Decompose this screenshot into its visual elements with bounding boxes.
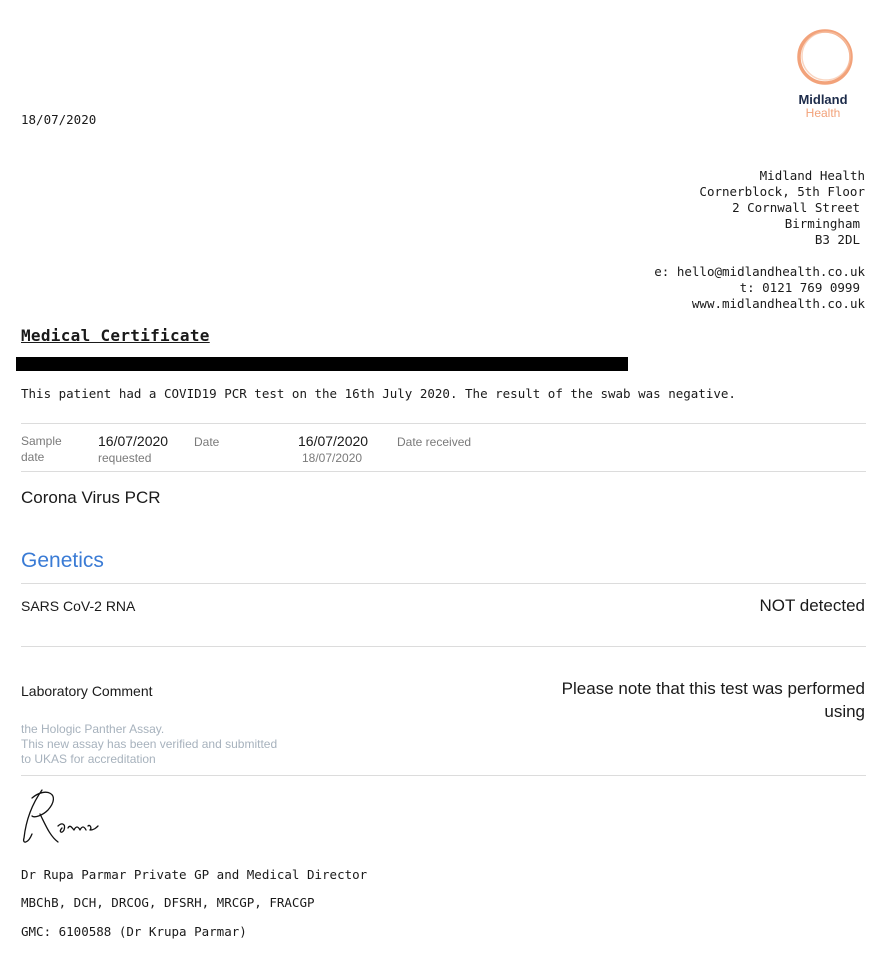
logo-brand-text: Midland — [798, 92, 848, 107]
test-result: NOT detected — [759, 596, 865, 615]
doctor-gmc: GMC: 6100588 (Dr Krupa Parmar) — [21, 924, 247, 939]
address-line: B3 2DL — [814, 232, 860, 247]
date-label: Date — [194, 435, 220, 449]
section-title: Genetics — [21, 549, 104, 572]
lab-comment-line: Please note that this test was performed — [561, 679, 865, 698]
address-line: Birmingham — [784, 216, 860, 231]
redaction-bar — [16, 357, 628, 371]
logo-sub-text: Health — [805, 106, 841, 120]
doctor-signature — [18, 786, 108, 854]
lab-comment-text — [562, 677, 865, 723]
contact-phone: t: 0121 769 0999 — [739, 280, 860, 295]
logo-ring-icon — [795, 26, 855, 88]
signature-icon — [18, 786, 108, 850]
divider — [21, 471, 866, 472]
sample-label-line: Sample — [21, 434, 62, 448]
lab-comment-extra-line: the Hologic Panther Assay. — [21, 722, 165, 736]
doctor-qualifications: MBChB, DCH, DRCOG, DFSRH, MRCGP, FRACGP — [21, 895, 315, 910]
address-block — [699, 168, 865, 248]
divider — [21, 775, 866, 776]
lab-comment-extra-line: to UKAS for accreditation — [21, 752, 156, 766]
contact-web: www.midlandhealth.co.uk — [691, 296, 865, 311]
address-line: 2 Cornwall Street — [732, 200, 860, 215]
lab-comment-extra — [21, 722, 277, 767]
divider — [21, 583, 866, 584]
address-line: Midland Health — [759, 168, 865, 183]
divider — [21, 646, 866, 647]
result-statement: This patient had a COVID19 PCR test on the 16th July 2020. The result of the swab was negative. — [21, 386, 736, 401]
sample-label-line: date — [21, 450, 45, 464]
date-received-label: Date received — [397, 435, 472, 449]
test-name: Corona Virus PCR — [21, 488, 161, 507]
doctor-name: Dr Rupa Parmar Private GP and Medical Director — [21, 867, 368, 882]
date-value: 16/07/2020 — [298, 433, 369, 449]
analyte-name: SARS CoV-2 RNA — [21, 598, 136, 614]
divider — [21, 423, 866, 424]
lab-comment-label: Laboratory Comment — [21, 683, 153, 699]
lab-comment-line: using — [824, 702, 865, 721]
midland-health-logo — [792, 26, 862, 122]
date-received-value: 18/07/2020 — [302, 451, 363, 465]
lab-comment-extra-line: This new assay has been verified and submitted — [21, 737, 278, 751]
contact-email: e: hello@midlandhealth.co.uk — [654, 264, 865, 279]
letter-date: 18/07/2020 — [21, 112, 97, 127]
contact-block — [654, 264, 865, 312]
sample-date-value: 16/07/2020 — [98, 433, 169, 449]
certificate-title: Medical Certificate — [21, 326, 210, 345]
requested-label: requested — [98, 451, 152, 465]
address-line: Cornerblock, 5th Floor — [699, 184, 865, 199]
sample-date-label — [21, 433, 62, 465]
